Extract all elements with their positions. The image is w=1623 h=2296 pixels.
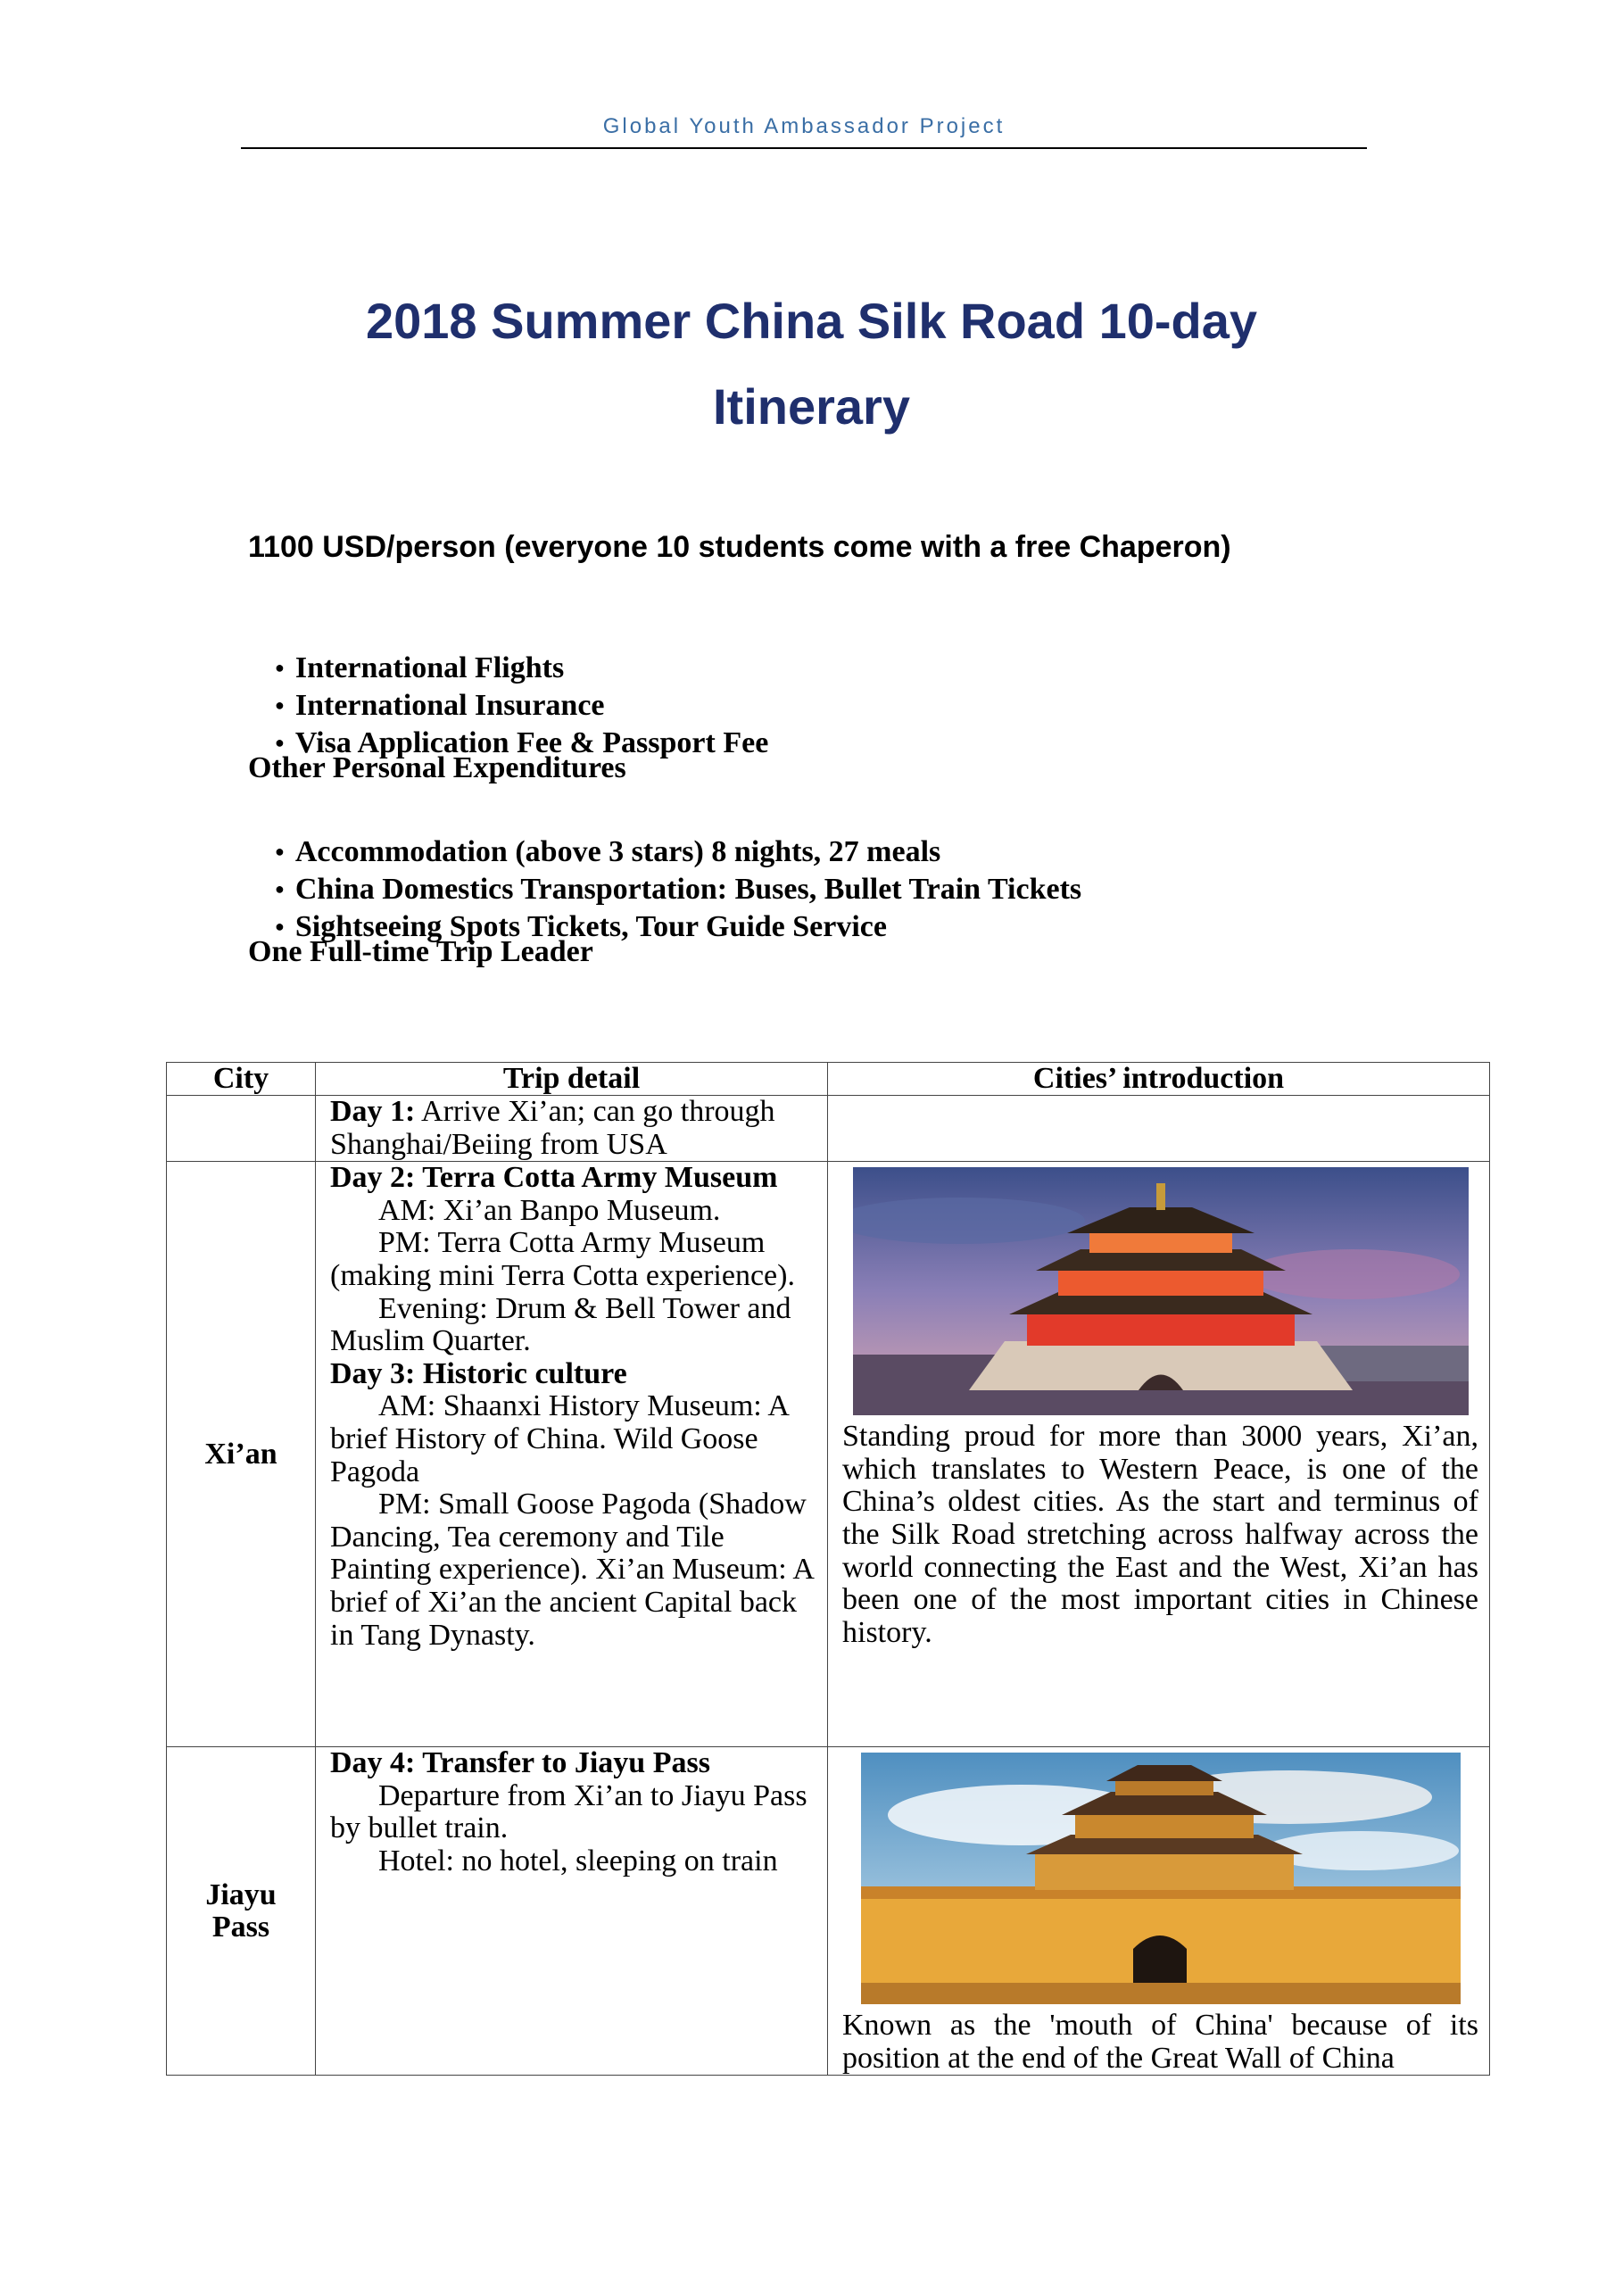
- intro-cell: [828, 1162, 1490, 1747]
- day-label: Day 3:: [330, 1356, 416, 1390]
- day-title: Day 2: Terra Cotta Army Museum: [330, 1161, 778, 1195]
- excluded-item: ● International Insurance: [275, 689, 768, 726]
- table-row: [167, 1747, 1490, 2076]
- city-cell-empty: [167, 1096, 316, 1162]
- day-label: Day 1:: [330, 1095, 416, 1128]
- day-activity: PM: Small Goose Pagoda (Shadow Dancing, Tea ceremony and Tile Painting experience). Xi’an Museum: A brief of Xi’an the ancient Capital back in Tang Dynasty.: [330, 1488, 814, 1652]
- trip-detail-cell: [316, 1747, 828, 2076]
- included-item: ● Accommodation (above 3 stars) 8 nights, 27 meals: [275, 835, 1081, 873]
- day-activity: Evening: Drum & Bell Tower and Muslim Quarter.: [330, 1291, 791, 1358]
- header-city: City: [167, 1063, 316, 1096]
- trip-detail-cell: [316, 1162, 828, 1747]
- header-trip-detail: Trip detail: [316, 1063, 828, 1096]
- excluded-item: ● Visa Application Fee & Passport Fee: [275, 726, 768, 764]
- excluded-item: ● International Flights: [275, 651, 768, 689]
- table-row: [167, 1162, 1490, 1747]
- day-activity: AM: Shaanxi History Museum: A brief History of China. Wild Goose Pagoda: [330, 1389, 789, 1488]
- bell-tower-photo: [853, 1167, 1469, 1415]
- city-name-line: Pass: [211, 1910, 270, 1944]
- day-title: Day 4: Transfer to Jiayu Pass: [330, 1746, 710, 1780]
- city-intro-text: Known as the 'mouth of China' because of its position at the end of the Great Wall of China: [842, 2009, 1478, 2075]
- included-item: ● China Domestics Transportation: Buses, Bullet Train Tickets: [275, 873, 1081, 910]
- price-line: 1100 USD/person (everyone 10 students come with a free Chaperon): [248, 530, 1231, 564]
- running-header: Global Youth Ambassador Project: [602, 114, 1006, 138]
- city-name-line: Jiayu: [205, 1877, 277, 1911]
- city-cell-jiayu: [167, 1747, 316, 2076]
- day-activity: Departure from Xi’an to Jiayu Pass by bullet train.: [330, 1778, 807, 1845]
- day-activity: PM: Terra Cotta Army Museum (making mini Terra Cotta experience).: [330, 1226, 795, 1292]
- intro-cell: [828, 1747, 1490, 2076]
- city-cell-xian: Xi’an: [167, 1162, 316, 1747]
- included-list: [275, 835, 1081, 948]
- jiayu-pass-photo: [861, 1753, 1461, 2004]
- table-row: [167, 1096, 1490, 1162]
- itinerary-table: [166, 1062, 1490, 2076]
- city-intro-text: Standing proud for more than 3000 years, Xi’an, which translates to Western Peace, is one of the China’s oldest cities. As the start and terminus of the Silk Road stretching across halfway across the world connecting the East and the West, Xi’an has been one of the most important cities in Chinese history.: [842, 1420, 1478, 1649]
- trip-detail-cell: [316, 1096, 828, 1162]
- excluded-list: [275, 651, 768, 764]
- included-item: ● Sightseeing Spots Tickets, Tour Guide Service: [275, 910, 1081, 948]
- intro-cell-empty: [828, 1096, 1490, 1162]
- header-rule: [241, 147, 1367, 149]
- day-title: Historic culture: [415, 1356, 627, 1390]
- excluded-footer: Other Personal Expenditures: [248, 751, 626, 784]
- title-line-2: Itinerary: [713, 378, 910, 435]
- header-cities-introduction: Cities’ introduction: [828, 1063, 1490, 1096]
- included-footer: One Full-time Trip Leader: [248, 935, 593, 968]
- title-line-1: 2018 Summer China Silk Road 10-day: [365, 293, 1258, 349]
- table-header-row: [167, 1063, 1490, 1096]
- day-activity: AM: Xi’an Banpo Museum.: [378, 1193, 721, 1227]
- day-activity: Hotel: no hotel, sleeping on train: [378, 1844, 778, 1877]
- day-text: Arrive Xi’an; can go through Shanghai/Beiing from USA: [330, 1095, 775, 1161]
- document-title: [178, 278, 1445, 450]
